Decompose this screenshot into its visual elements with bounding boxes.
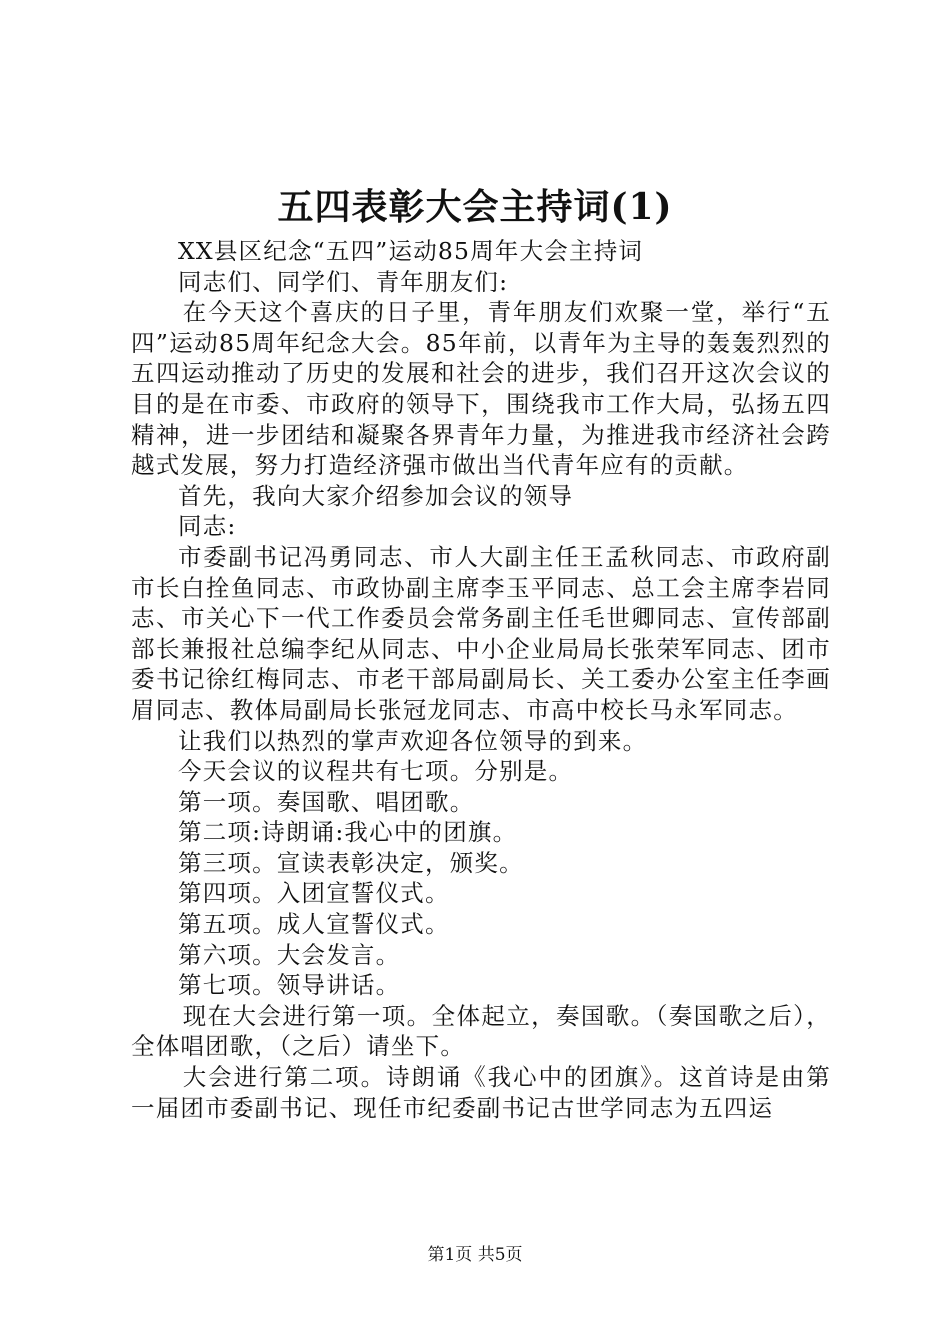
- paragraph-greeting: 同志们、同学们、青年朋友们:: [178, 267, 509, 296]
- agenda-item-6: 第六项。大会发言。: [178, 940, 401, 969]
- agenda-item-3: 第三项。宣读表彰决定，颁奖。: [178, 848, 524, 877]
- document-title: 五四表彰大会主持词(1): [277, 186, 673, 228]
- paragraph-comrades: 同志:: [178, 512, 237, 541]
- agenda-item-7: 第七项。领导讲话。: [178, 971, 401, 1000]
- agenda-item-4: 第四项。入团宣誓仪式。: [178, 879, 450, 908]
- paragraph-welcome: 让我们以热烈的掌声欢迎各位领导的到来。: [178, 726, 648, 755]
- agenda-item-5: 第五项。成人宣誓仪式。: [178, 910, 450, 939]
- agenda-item-1: 第一项。奏国歌、唱团歌。: [178, 787, 475, 816]
- document-body: [131, 236, 831, 1123]
- paragraph-agenda-intro: 今天会议的议程共有七项。分别是。: [178, 757, 574, 786]
- paragraph-first-item: 现在大会进行第一项。全体起立，奏国歌。（奏国歌之后），全体唱团歌，（之后）请坐下。: [131, 1001, 831, 1061]
- page-number-footer: 第1页 共5页: [427, 1245, 523, 1265]
- paragraph-leader-list: 市委副书记冯勇同志、市人大副主任王孟秋同志、市政府副市长白拴鱼同志、市政协副主席李玉平同志、总工会主席李岩同志、市关心下一代工作委员会常务副主任毛世卿同志、宣传部副部长兼报社总编李纪从同志、中小企业局局长张荣军同志、团市委书记徐红梅同志、市老干部局副局长、关工委办公室主任李画眉同志、教体局副局长张冠龙同志、市高中校长马永军同志。: [131, 542, 831, 724]
- paragraph-opening: 在今天这个喜庆的日子里，青年朋友们欢聚一堂，举行“五四”运动85周年纪念大会。85年前，以青年为主导的轰轰烈烈的五四运动推动了历史的发展和社会的进步，我们召开这次会议的目的是在市委、市政府的领导下，围绕我市工作大局，弘扬五四精神，进一步团结和凝聚各界青年力量，为推进我市经济社会跨越式发展，努力打造经济强市做出当代青年应有的贡献。: [131, 298, 831, 480]
- paragraph-introduce-leaders: 首先，我向大家介绍参加会议的领导: [178, 481, 574, 510]
- paragraph-heading-line: XX县区纪念“五四”运动85周年大会主持词: [178, 237, 644, 265]
- paragraph-second-item: 大会进行第二项。诗朗诵《我心中的团旗》。这首诗是由第一届团市委副书记、现任市纪委副书记古世学同志为五四运: [131, 1063, 831, 1122]
- agenda-item-2: 第二项:诗朗诵:我心中的团旗。: [178, 818, 518, 847]
